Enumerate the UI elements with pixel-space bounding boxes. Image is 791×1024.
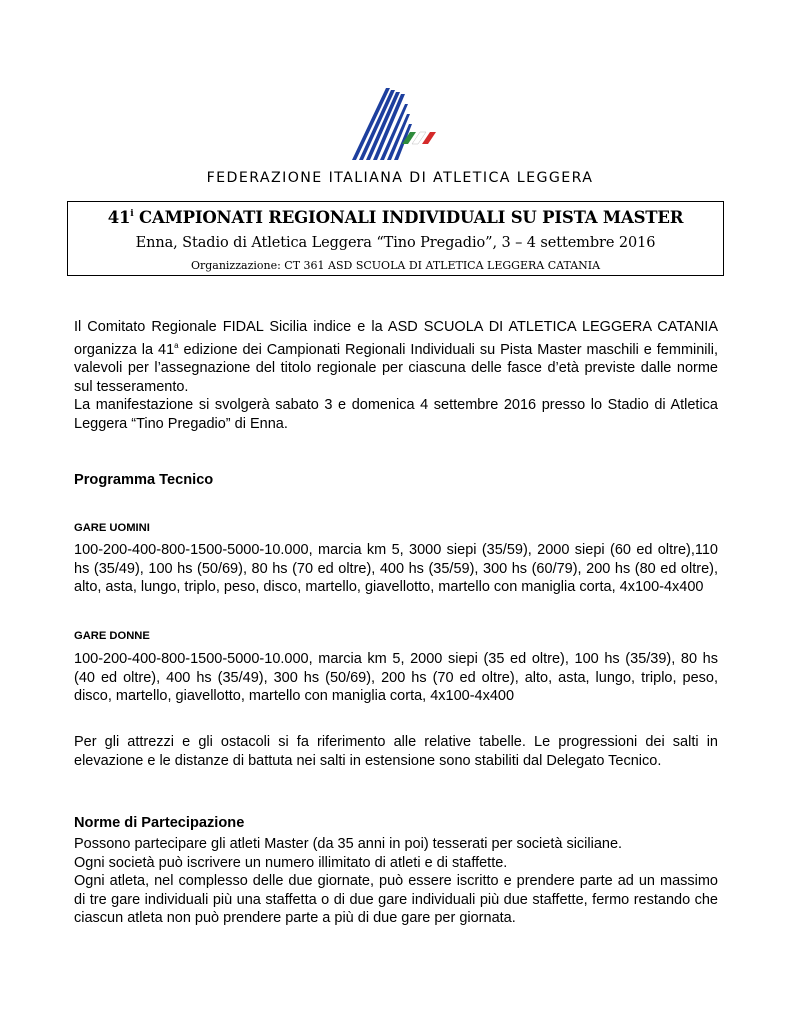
gare-donne-section xyxy=(74,650,718,706)
gare-uomini-section xyxy=(74,541,718,597)
event-subtitle: Enna, Stadio di Atletica Leggera “Tino Pregadio”, 3 – 4 settembre 2016 xyxy=(135,235,656,251)
title-number: 41 xyxy=(107,208,131,227)
gare-uomini-heading: GARE UOMINI xyxy=(74,522,150,534)
title-superscript: i xyxy=(130,209,134,219)
norme-heading: Norme di Partecipazione xyxy=(74,815,245,831)
attrezzi-paragraph: Per gli attrezzi e gli ostacoli si fa riferimento alle relative tabelle. Le progressioni dei salti in elevazione e le distanze di battuta nei salti in estensione sono stabiliti dal Delegato Tecnico. xyxy=(74,734,718,769)
gare-donne-text: 100-200-400-800-1500-5000-10.000, marcia km 5, 2000 siepi (35 ed oltre), 100 hs (35/39), 80 hs (40 ed oltre), 400 hs (35/49), 300 hs (50/69), 200 hs (70 ed oltre), alto, asta, lungo, triplo, peso, disco, martello, giavellotto, martello con maniglia corta, 4x100-4x400 xyxy=(74,651,718,705)
norme-line-3: Ogni atleta, nel complesso delle due giornate, può essere iscritto e prendere parte ad un massimo di tre gare individuali più una staffetta o di due gare individuali più due staffette, fermo restando che ciascun atleta non può prendere parte a più di due gare per giornata. xyxy=(74,873,718,927)
title-box xyxy=(67,201,724,276)
fidal-logo xyxy=(205,82,595,192)
intro-paragraph xyxy=(74,318,718,396)
intro-superscript: a xyxy=(174,340,179,350)
event-date-paragraph: La manifestazione si svolgerà sabato 3 e domenica 4 settembre 2016 presso lo Stadio di Atletica Leggera “Tino Pregadio” di Enna. xyxy=(74,397,718,432)
norme-line-1: Possono partecipare gli atleti Master (da 35 anni in poi) tesserati per società siciliane. xyxy=(74,836,623,852)
intro-text-2: edizione dei Campionati Regionali Individuali su Pista Master maschili e femminili, valevoli per l’assegnazione del titolo regionale per ciascuna delle fasce d’età previste dalle norme sul tesseramento. xyxy=(74,341,719,395)
intro-text-1: Il Comitato Regionale FIDAL Sicilia indice e la ASD SCUOLA DI ATLETICA LEGGERA CATANIA organizza la 41 xyxy=(74,319,718,358)
gare-donne-heading: GARE DONNE xyxy=(74,630,150,642)
programma-heading-wrap xyxy=(74,472,718,488)
title-text: CAMPIONATI REGIONALI INDIVIDUALI SU PISTA MASTER xyxy=(133,208,684,227)
attrezzi-section xyxy=(74,733,718,770)
page-title xyxy=(68,208,723,227)
norme-heading-wrap xyxy=(74,815,718,831)
gare-uomini-text: 100-200-400-800-1500-5000-10.000, marcia km 5, 3000 siepi (35/59), 2000 siepi (60 ed oltre),110 hs (35/49), 100 hs (50/69), 80 hs (70 ed oltre), 400 hs (35/59), 300 hs (60/79), 200 hs (80 ed oltre), alto, asta, lungo, triplo, peso, disco, martello, giavellotto, martello con maniglia corta, 4x100-4x400 xyxy=(74,542,718,596)
intro-section xyxy=(74,318,718,434)
programma-heading: Programma Tecnico xyxy=(74,472,214,488)
norme-section xyxy=(74,835,718,928)
federation-name: FEDERAZIONE ITALIANA DI ATLETICA LEGGERA xyxy=(206,170,594,186)
organizer-line: Organizzazione: CT 361 ASD SCUOLA DI ATLETICA LEGGERA CATANIA xyxy=(190,259,601,272)
gare-uomini-heading-wrap xyxy=(74,522,718,534)
fidal-emblem-icon xyxy=(350,82,450,164)
norme-line-2: Ogni società può iscrivere un numero illimitato di atleti e di staffette. xyxy=(74,854,508,871)
gare-donne-heading-wrap xyxy=(74,630,718,642)
